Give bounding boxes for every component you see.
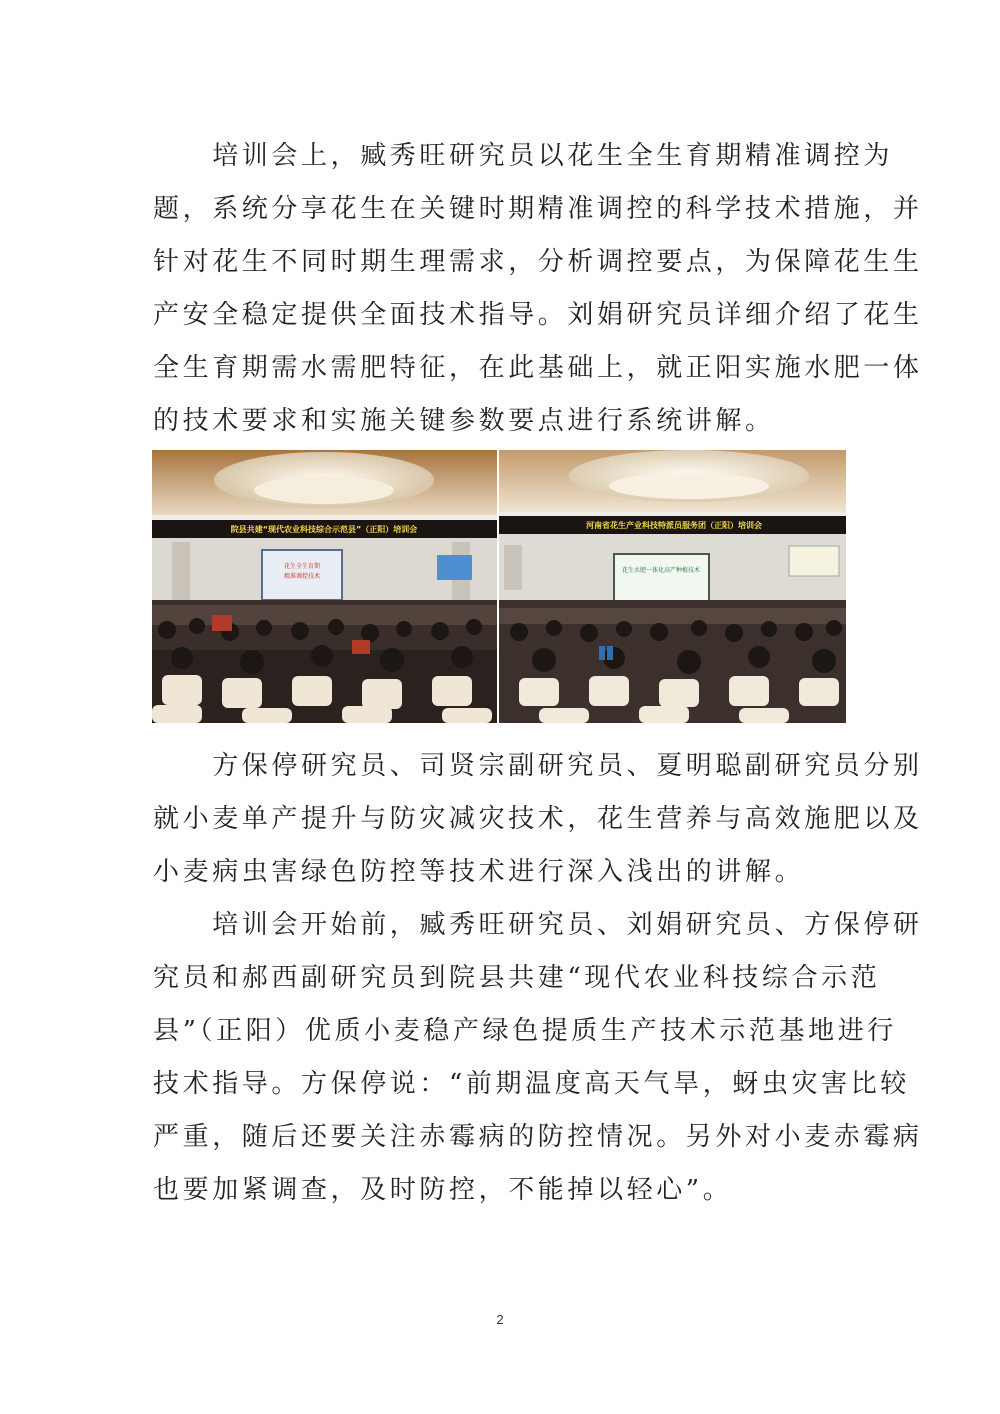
paragraph-2 — [153, 740, 923, 899]
text-line: 究员和郝西副研究员到院县共建“现代农业科技综合示范 — [153, 963, 881, 993]
text-line: 小麦病虫害绿色防控等技术进行深入浅出的讲解。 — [153, 857, 805, 887]
text-line: 全生育期需水需肥特征，在此基础上，就正阳实施水肥一体 — [153, 353, 923, 383]
screen-text: 花生水肥一体化高产种植技术 — [621, 567, 701, 574]
text-line: 县”（正阳）优质小麦稳产绿色提质生产技术示范基地进行 — [153, 1016, 897, 1046]
text-line: 技术指导。方保停说：“前期温度高天气旱，蚜虫灾害比较 — [153, 1069, 910, 1099]
text-line: 严重，随后还要关注赤霉病的防控情况。另外对小麦赤霉病 — [153, 1122, 923, 1152]
paragraph-1 — [153, 130, 923, 448]
text-line: 产安全稳定提供全面技术指导。刘娟研究员详细介绍了花生 — [153, 300, 923, 330]
paragraph-3 — [153, 899, 923, 1217]
training-photo-right — [499, 450, 846, 723]
text-line: 方保停研究员、司贤宗副研究员、夏明聪副研究员分别 — [153, 751, 923, 781]
banner-text: 河南省花生产业科技特派员服务团（正阳）培训会 — [586, 521, 762, 530]
text-line: 就小麦单产提升与防灾减灾技术，花生营养与高效施肥以及 — [153, 804, 923, 834]
banner-text: 院县共建“现代农业科技综合示范县”（正阳）培训会 — [230, 525, 418, 534]
page-number: 2 — [496, 1312, 504, 1327]
text-line: 题，系统分享花生在关键时期精准调控的科学技术措施，并 — [153, 194, 923, 224]
text-line: 也要加紧调查，及时防控，不能掉以轻心”。 — [153, 1175, 733, 1205]
training-photo-left — [152, 450, 497, 723]
screen-text: 精准调控技术 — [283, 573, 321, 580]
text-line: 针对花生不同时期生理需求，分析调控要点，为保障花生生 — [153, 247, 923, 277]
text-line: 培训会开始前，臧秀旺研究员、刘娟研究员、方保停研 — [153, 910, 923, 940]
text-line: 培训会上，臧秀旺研究员以花生全生育期精准调控为 — [153, 141, 894, 171]
screen-text: 花生全生育期 — [283, 563, 321, 570]
text-line: 的技术要求和实施关键参数要点进行系统讲解。 — [153, 406, 775, 436]
